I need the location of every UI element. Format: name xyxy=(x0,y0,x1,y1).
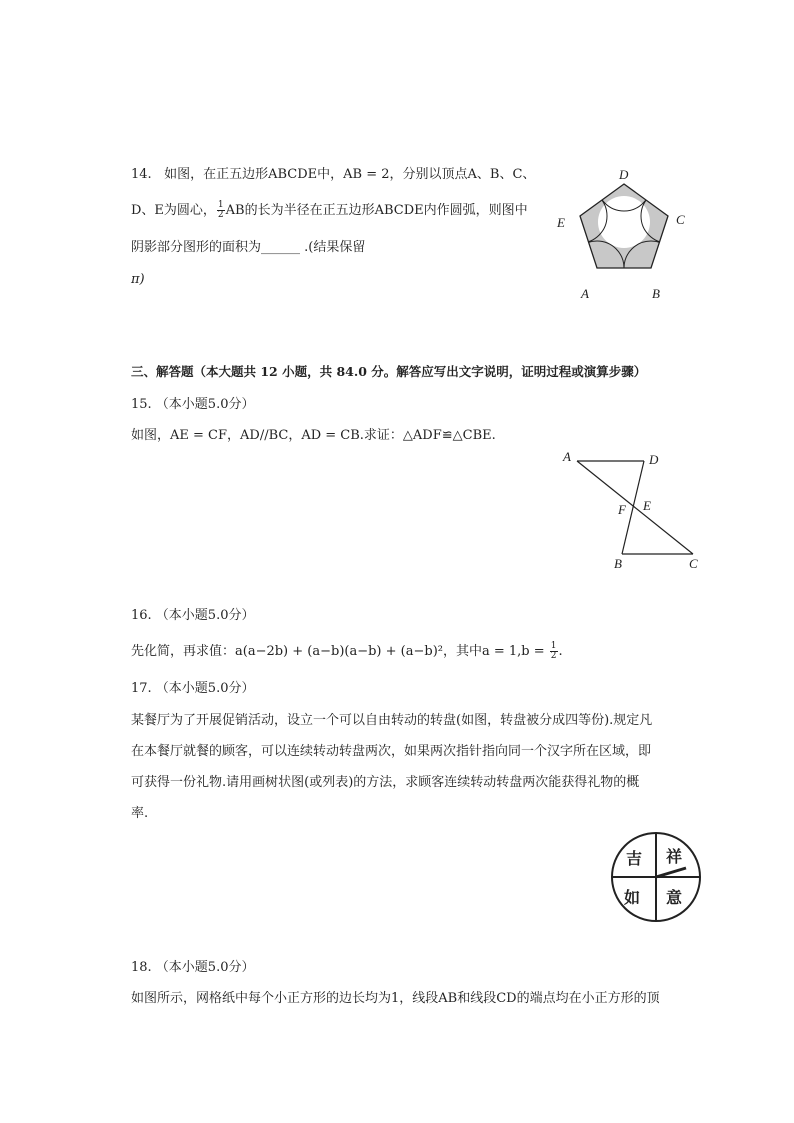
q14-frac-num: 1 xyxy=(217,200,224,210)
q14-line3: 阴影部分图形的面积为______ .(结果保留 xyxy=(131,240,366,255)
q14-number: 14. xyxy=(131,167,152,182)
q17-line3: 可获得一份礼物.请用画树状图(或列表)的方法，求顾客连续转动转盘两次能获得礼物的概 xyxy=(131,775,640,790)
q17-header: 17. （本小题5.0分） xyxy=(131,681,255,696)
q14-fraction xyxy=(217,201,225,220)
spinner-char-top-right: 祥 xyxy=(666,847,683,866)
segment-AC xyxy=(577,461,693,554)
spinner-char-top-left: 吉 xyxy=(626,849,643,868)
pentagon-label-A: A xyxy=(581,286,589,301)
tri-label-C: C xyxy=(689,556,698,571)
q14-frac-den: 2 xyxy=(217,210,224,220)
pentagon-label-D: D xyxy=(619,167,629,182)
q14-line2-post: AB的长为半径在正五边形ABCDE内作圆弧，则图中 xyxy=(225,203,528,218)
tri-label-A: A xyxy=(563,449,571,464)
q16-text-pre: 先化简，再求值：a(a−2b) + (a−b)(a−b) + (a−b)²，其中a = 1,b = xyxy=(131,644,549,659)
q16-header: 16. （本小题5.0分） xyxy=(131,608,255,623)
q15-text: 如图，AE = CF，AD//BC，AD = CB.求证：△ADF≌△CBE. xyxy=(131,428,496,443)
q18-line1: 如图所示，网格纸中每个小正方形的边长均为1，线段AB和线段CD的端点均在小正方形的顶 xyxy=(131,991,660,1006)
pentagon-label-B: B xyxy=(652,286,660,301)
q17-line1: 某餐厅为了开展促销活动，设立一个可以自由转动的转盘(如图，转盘被分成四等份).规定凡 xyxy=(131,713,653,728)
q14-line1 xyxy=(131,167,535,183)
q16-frac-num: 1 xyxy=(550,641,557,651)
q14-line4: π) xyxy=(131,272,145,287)
tri-label-B: B xyxy=(614,556,622,571)
q14-line1-text: 如图，在正五边形ABCDE中，AB = 2，分别以顶点A、B、C、 xyxy=(164,167,536,182)
q16-text xyxy=(131,640,563,664)
tri-label-E: E xyxy=(643,498,651,513)
q15-header: 15. （本小题5.0分） xyxy=(131,397,255,412)
section-3-heading: 三、解答题（本大题共 12 小题，共 84.0 分。解答应写出文字说明，证明过程或演算步骤） xyxy=(131,364,647,379)
q16-text-post: . xyxy=(558,644,563,659)
pentagon-label-C: C xyxy=(676,212,685,227)
q16-frac-den: 2 xyxy=(550,651,557,661)
q17-line2: 在本餐厅就餐的顾客，可以连续转动转盘两次，如果两次指针指向同一个汉字所在区域，即 xyxy=(131,744,652,759)
tri-label-F: F xyxy=(618,502,626,517)
spinner-char-bottom-left: 如 xyxy=(624,888,641,907)
q14-line2 xyxy=(131,200,528,222)
q17-line4: 率. xyxy=(131,806,149,821)
triangles-figure xyxy=(552,444,712,580)
q14-line2-pre: D、E为圆心， xyxy=(131,203,216,218)
q16-fraction xyxy=(550,642,558,661)
tri-label-D: D xyxy=(649,452,659,467)
spinner-char-bottom-right: 意 xyxy=(666,888,683,907)
pentagon-figure xyxy=(548,160,708,308)
spinner-figure xyxy=(604,830,708,924)
q18-header: 18. （本小题5.0分） xyxy=(131,960,255,975)
pentagon-label-E: E xyxy=(557,215,565,230)
